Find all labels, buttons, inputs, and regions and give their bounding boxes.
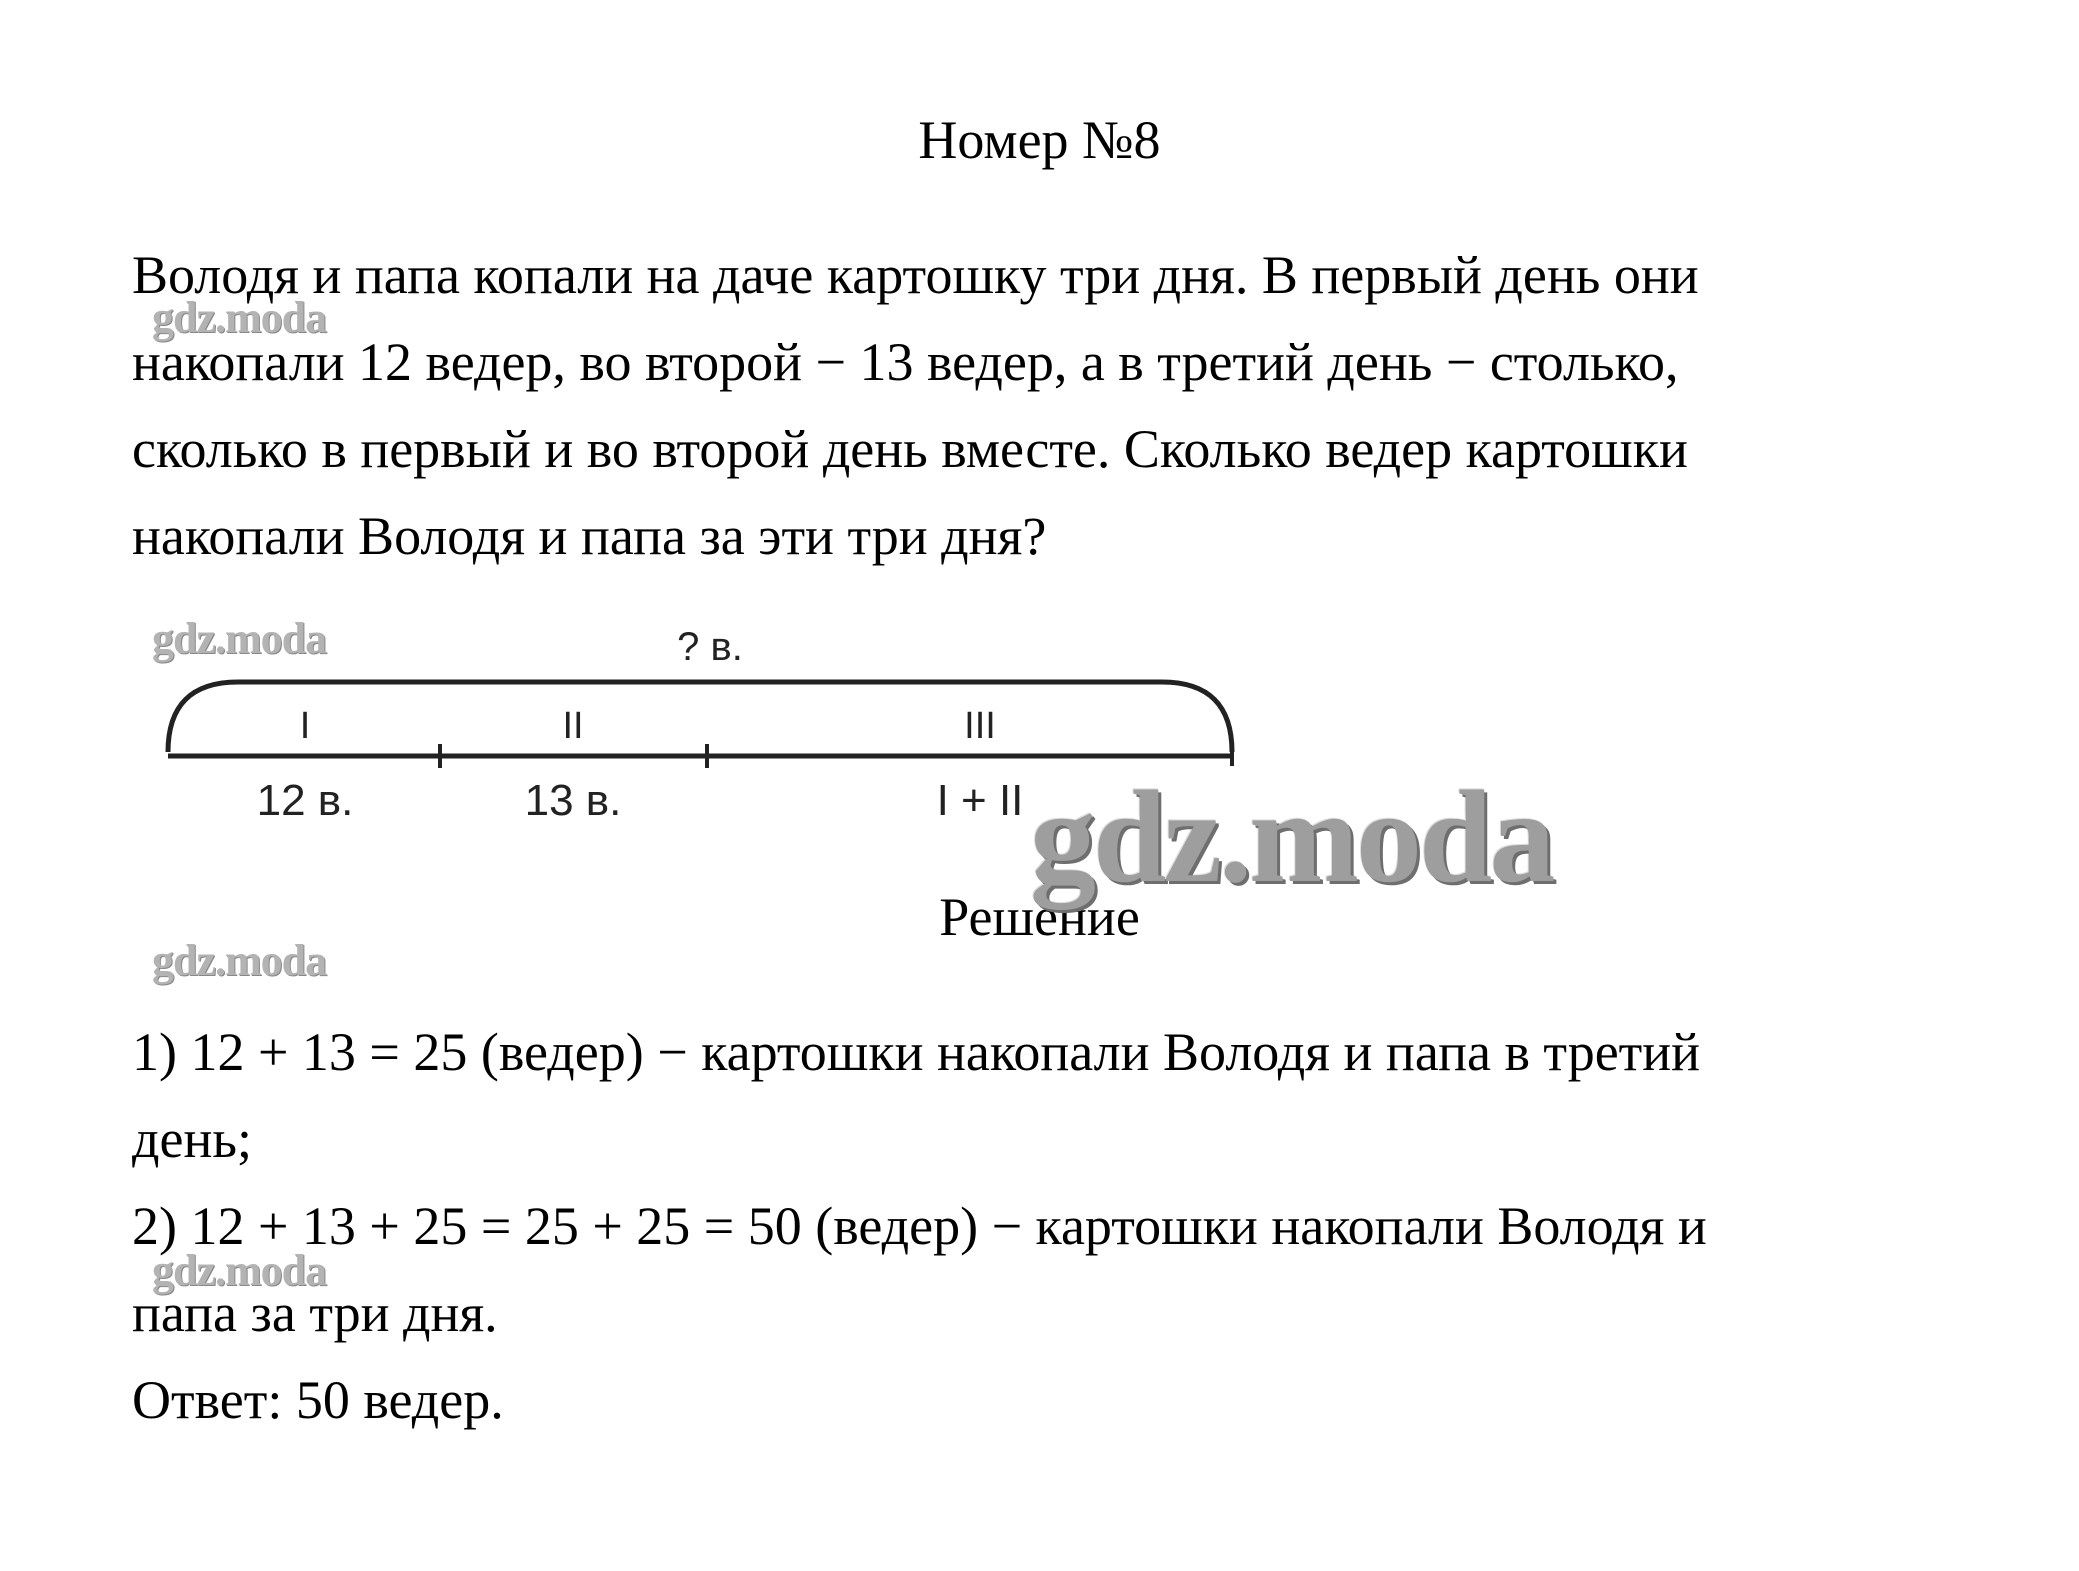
solution-line: папа за три дня. — [132, 1283, 498, 1343]
segment-value-label: I + II — [936, 776, 1024, 825]
problem-line: сколько в первый и во второй день вместе. Сколько ведер картошки — [132, 419, 1688, 479]
segment-roman-label: I — [299, 705, 311, 747]
problem-line: накопали 12 ведер, во второй − 13 ведер, а в третий день − столько, — [132, 332, 1679, 392]
solution-line: 1) 12 + 13 = 25 (ведер) − картошки накопали Володя и папа в третий — [132, 1022, 1701, 1082]
watermark-large: gdz.moda — [1030, 763, 1553, 910]
page-title: Номер №8 — [918, 110, 1161, 170]
answer-line: Ответ: 50 ведер. — [132, 1370, 504, 1430]
watermark: gdz.moda — [152, 936, 327, 985]
solution-title: Решение — [939, 887, 1140, 947]
solution-line: день; — [132, 1109, 252, 1169]
watermark: gdz.moda — [152, 293, 327, 342]
segment-value-label: 12 в. — [256, 776, 354, 825]
problem-line: Володя и папа копали на даче картошку три дня. В первый день они — [132, 245, 1699, 305]
segment-value-label: 13 в. — [524, 776, 622, 825]
watermark: gdz.moda — [152, 614, 327, 663]
diagram-total-label: ? в. — [677, 625, 743, 669]
watermark: gdz.moda — [152, 1246, 327, 1295]
total-brace — [168, 682, 1232, 752]
segment-roman-label: III — [964, 705, 996, 747]
problem-line: накопали Володя и папа за эти три дня? — [132, 506, 1047, 566]
solution-line: 2) 12 + 13 + 25 = 25 + 25 = 50 (ведер) − картошки накопали Володя и — [132, 1196, 1707, 1256]
segment-roman-label: II — [562, 705, 584, 747]
